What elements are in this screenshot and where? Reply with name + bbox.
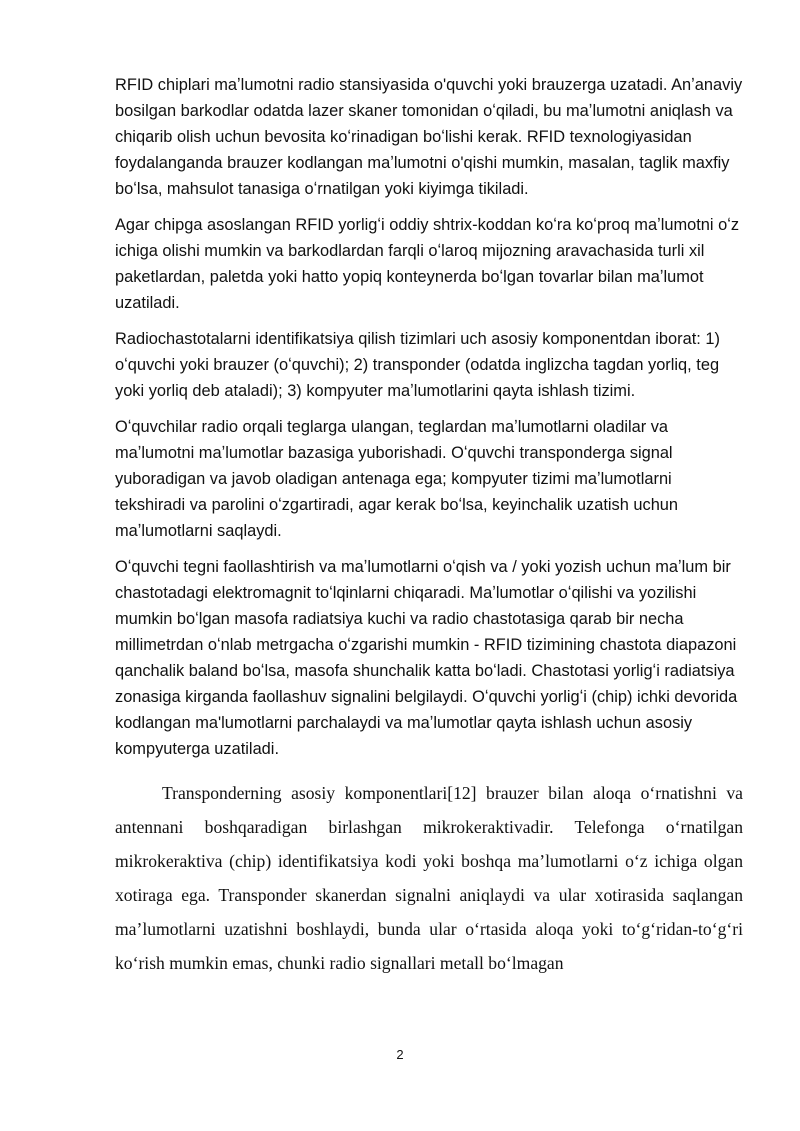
page-number: 2 [396,1047,404,1062]
paragraph-rfid-components: Radiochastotalarni identifikatsiya qilish tizimlari uch asosiy komponentdan iborat: 1) oʻquvchi yoki brauzer (oʻquvchi); 2) transponder (odatda inglizcha tagdan yorliq, teg yoki yorliq deb ataladi); 3) kompyuter maʼlumotlarini qayta ishlash tizimi. [115,330,720,400]
paragraph-readers: Oʻquvchilar radio orqali teglarga ulangan, teglardan maʼlumotlarni oladilar va maʼlumotni maʼlumotlar bazasiga yuborishadi. Oʻquvchi transponderga signal yuboradigan va javob oladigan antenaga ega; kompyuter tizimi maʼlumotlarni tekshiradi va parolini oʻzgartiradi, agar kerak boʻlsa, keyinchalik uzatish uchun maʼlumotlarni saqlaydi. [115,418,679,540]
paragraph-reader-activation: Oʻquvchi tegni faollashtirish va maʼlumotlarni oʻqish va / yoki yozish uchun maʼlum bir chastotadagi elektromagnit toʻlqinlarni chiqaradi. Maʼlumotlar oʻqilishi va yozilishi mumkin boʻlgan masofa radiatsiya kuchi va radio chastotasiga qarab bir necha millimetrdan oʻnlab metrgacha oʻzgarishi mumkin - RFID tizimining chastota diapazoni qanchalik baland boʻlsa, masofa shunchalik katta boʻladi. Chastotasi yorligʻi radiatsiya zonasiga kirganda faollashuv signalini belgilaydi. Oʻquvchi yorligʻi (chip) ichki devorida kodlangan ma'lumotlarni parchalaydi va maʼlumotlar qayta ishlash uchun asosiy kompyuterga uzatiladi. [115,558,738,758]
paragraph-rfid-label: Agar chipga asoslangan RFID yorligʻi oddiy shtrix-koddan koʻra koʻproq maʼlumotni oʻz ichiga olishi mumkin va barkodlardan farqli oʻlaroq mijozning aravachasida turli xil paketlardan, paletda yoki hatto yopiq konteynerda boʻlgan tovarlar bilan maʼlumot uzatiladi. [115,216,740,312]
paragraph-transponder: Transponderning asosiy komponentlari[12] brauzer bilan aloqa oʻrnatishni va antennani boshqaradigan birlashgan mikrokeraktivadir. Telefonga oʻrnatilgan mikrokeraktiva (chip) identifikatsiya kodi yoki boshqa maʼlumotlarni oʻz ichiga olgan xotiraga ega. Transponder skanerdan signalni aniqlaydi va ular xotirasida saqlangan maʼlumotlarni uzatishni boshlaydi, bunda ular oʻrtasida aloqa yoki toʻgʻridan-toʻgʻri koʻrish mumkin emas, chunki radio signallari metall boʻlmagan [115,783,743,973]
paragraph-rfid-chips: RFID chiplari maʼlumotni radio stansiyasida o'quvchi yoki brauzerga uzatadi. Anʼanaviy bosilgan barkodlar odatda lazer skaner tomonidan oʻqiladi, bu maʼlumotni aniqlash va chiqarib olish uchun bevosita koʻrinadigan boʻlishi kerak. RFID texnologiyasidan foydalanganda brauzer kodlangan maʼlumotni o'qishi mumkin, masalan, taglik maxfiy boʻlsa, mahsulot tanasiga oʻrnatilgan yoki kiyimga tikiladi. [115,76,743,198]
document-body [115,72,743,980]
